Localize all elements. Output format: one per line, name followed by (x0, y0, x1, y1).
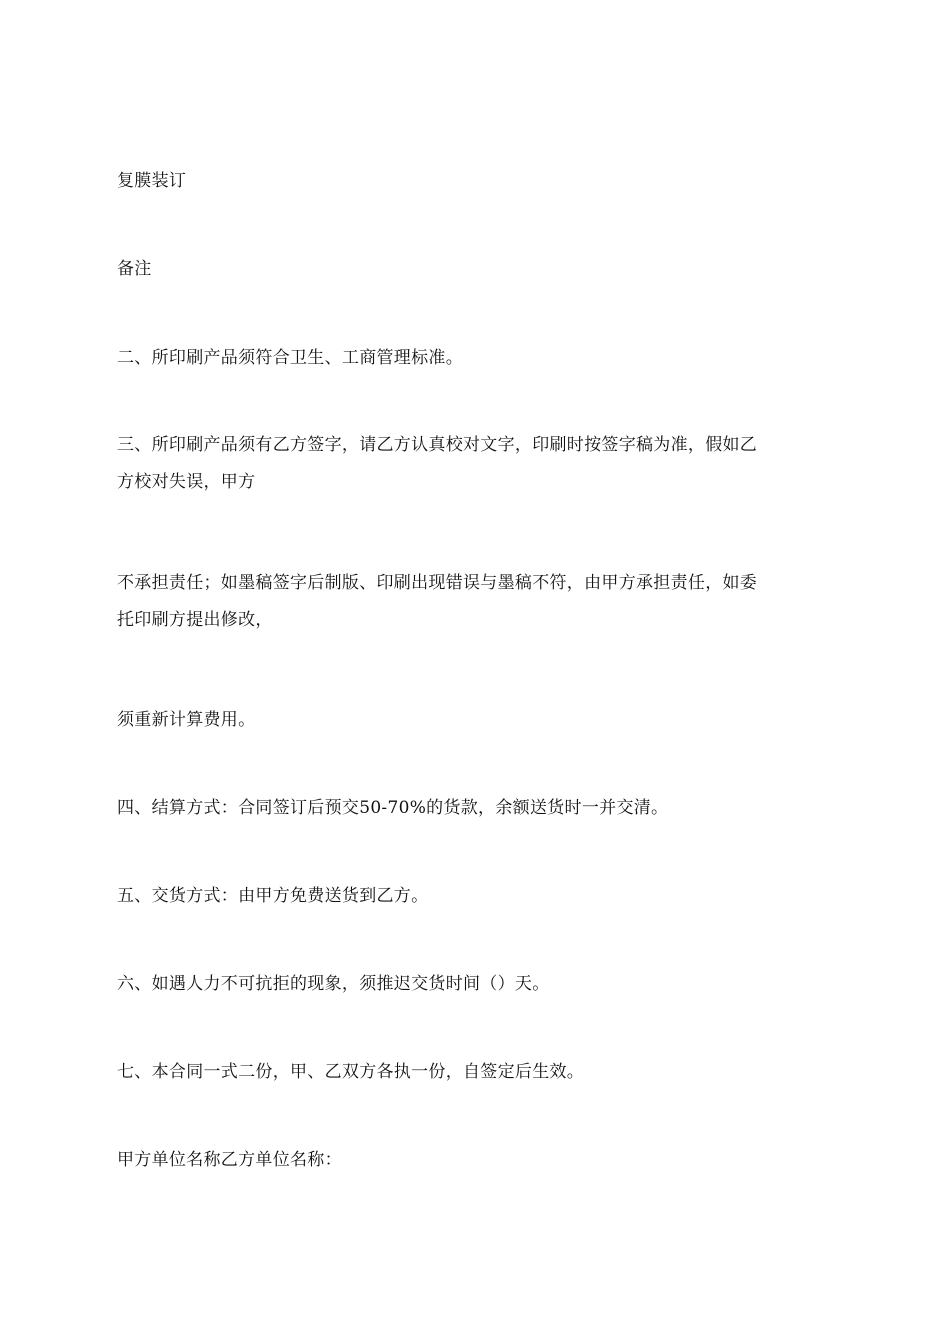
signature-party-names: 甲方单位名称乙方单位名称： (117, 1150, 342, 1170)
clause-five: 五、交货方式：由甲方免费送货到乙方。 (117, 886, 429, 906)
section-heading-lamination: 复膜装订 (117, 171, 187, 191)
clause-seven: 七、本合同一式二份，甲、乙双方各执一份，自签定后生效。 (117, 1062, 585, 1082)
clause-two: 二、所印刷产品须符合卫生、工商管理标准。 (117, 348, 463, 368)
clause-three-end: 须重新计算费用。 (117, 710, 256, 730)
section-heading-remarks: 备注 (117, 259, 152, 279)
clause-three: 三、所印刷产品须有乙方签字，请乙方认真校对文字，印刷时按签字稿为准，假如乙 方校对失误，甲方 (117, 435, 758, 492)
clause-three-continued: 不承担责任；如墨稿签字后制版、印刷出现错误与墨稿不符，由甲方承担责任，如委 托印刷方提出修改， (117, 573, 758, 630)
clause-four: 四、结算方式：合同签订后预交50-70%的货款，余额送货时一并交清。 (117, 798, 669, 818)
clause-six: 六、如遇人力不可抗拒的现象，须推迟交货时间（）天。 (117, 974, 550, 994)
